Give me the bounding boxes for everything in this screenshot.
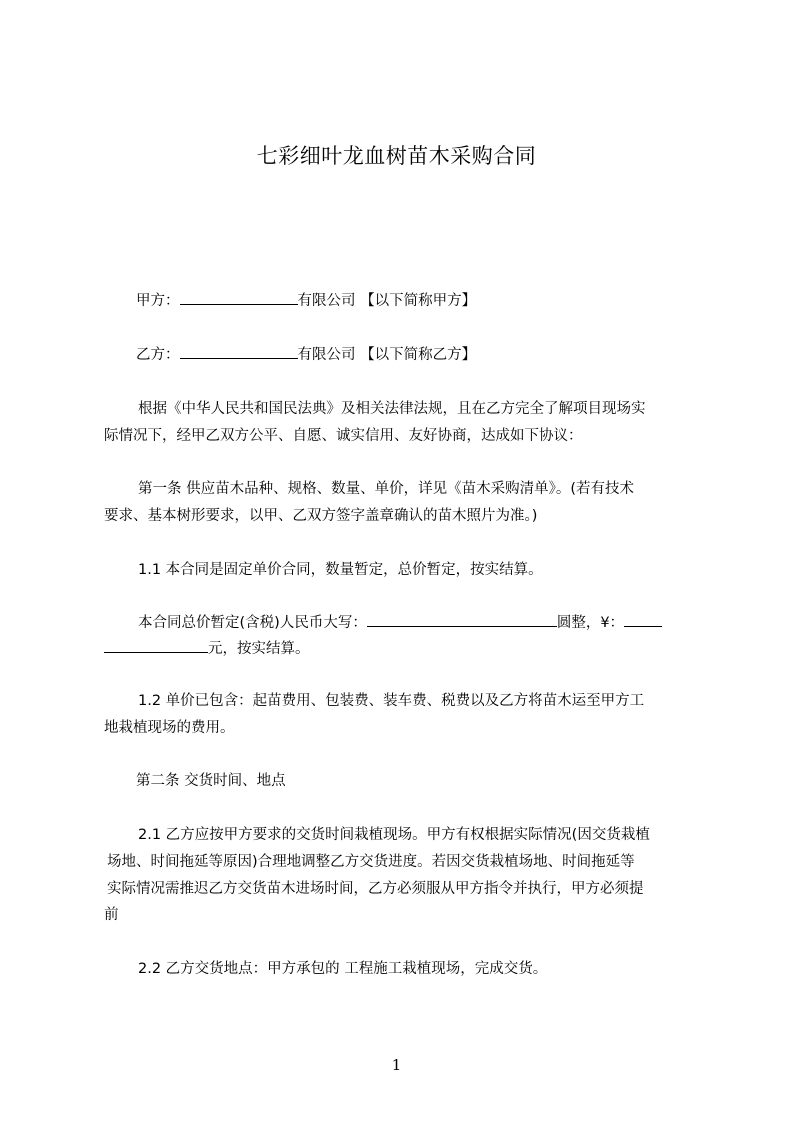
party-a-prefix: 甲方： (136, 293, 180, 309)
article-1-line-2: 要求、基本树形要求，以甲、乙双方签字盖章确认的苗木照片为准。) (104, 508, 538, 524)
total-price-line-2 (104, 638, 704, 659)
total-price-suffix: 元，按实结算。 (208, 641, 310, 657)
party-b-line (136, 344, 736, 365)
article-2-heading: 第二条 交货时间、地点 (136, 773, 286, 789)
article-1-line-1: 第一条 供应苗木品种、规格、数量、单价，详见《苗木采购清单》。(若有技术 (138, 481, 635, 497)
clause-2-1-line-3: 实际情况需推迟乙方交货苗木进场时间，乙方必须服从甲方指令并执行，甲方必须提 (107, 881, 644, 897)
clause-2-1-line-2: 场地、时间拖延等原因)合理地调整乙方交货进度。若因交货栽植场地、时间拖延等 (107, 854, 635, 870)
amount-figure-blank-1 (624, 612, 662, 627)
party-b-blank (180, 344, 298, 359)
contract-title: 七彩细叶龙血树苗木采购合同 (256, 144, 537, 168)
clause-1-2-line-2: 地栽植现场的费用。 (104, 720, 235, 736)
clause-1-2-line-1: 1.2 单价已包含：起苗费用、包装费、装车费、税费以及乙方将苗木运至甲方工 (138, 693, 645, 709)
party-b-suffix: 有限公司 【以下简称乙方】 (297, 347, 477, 363)
amount-words-blank (367, 612, 557, 627)
clause-2-1-line-1: 2.1 乙方应按甲方要求的交货时间栽植现场。甲方有权根据实际情况(因交货栽植 (138, 827, 650, 843)
amount-figure-blank-2 (104, 638, 208, 653)
party-a-blank (180, 290, 298, 305)
total-price-prefix: 本合同总价暂定(含税)人民币大写： (138, 615, 367, 631)
page-number: 1 (391, 1056, 402, 1074)
total-price-middle: 圆整，¥： (556, 615, 625, 631)
clause-1-1: 1.1 本合同是固定单价合同，数量暂定，总价暂定，按实结算。 (138, 562, 543, 578)
clause-2-2: 2.2 乙方交货地点：甲方承包的 工程施工栽植现场，完成交货。 (138, 961, 548, 977)
party-a-suffix: 有限公司 【以下简称甲方】 (297, 293, 477, 309)
clause-2-1-line-4: 前 (104, 907, 119, 923)
intro-line-2: 际情况下，经甲乙双方公平、自愿、诚实信用、友好协商，达成如下协议： (104, 428, 583, 444)
party-b-prefix: 乙方： (136, 347, 180, 363)
party-a-line (136, 290, 736, 311)
intro-line-1: 根据《中华人民共和国民法典》及相关法律法规，且在乙方完全了解项目现场实 (138, 401, 646, 417)
total-price-line (138, 612, 738, 633)
